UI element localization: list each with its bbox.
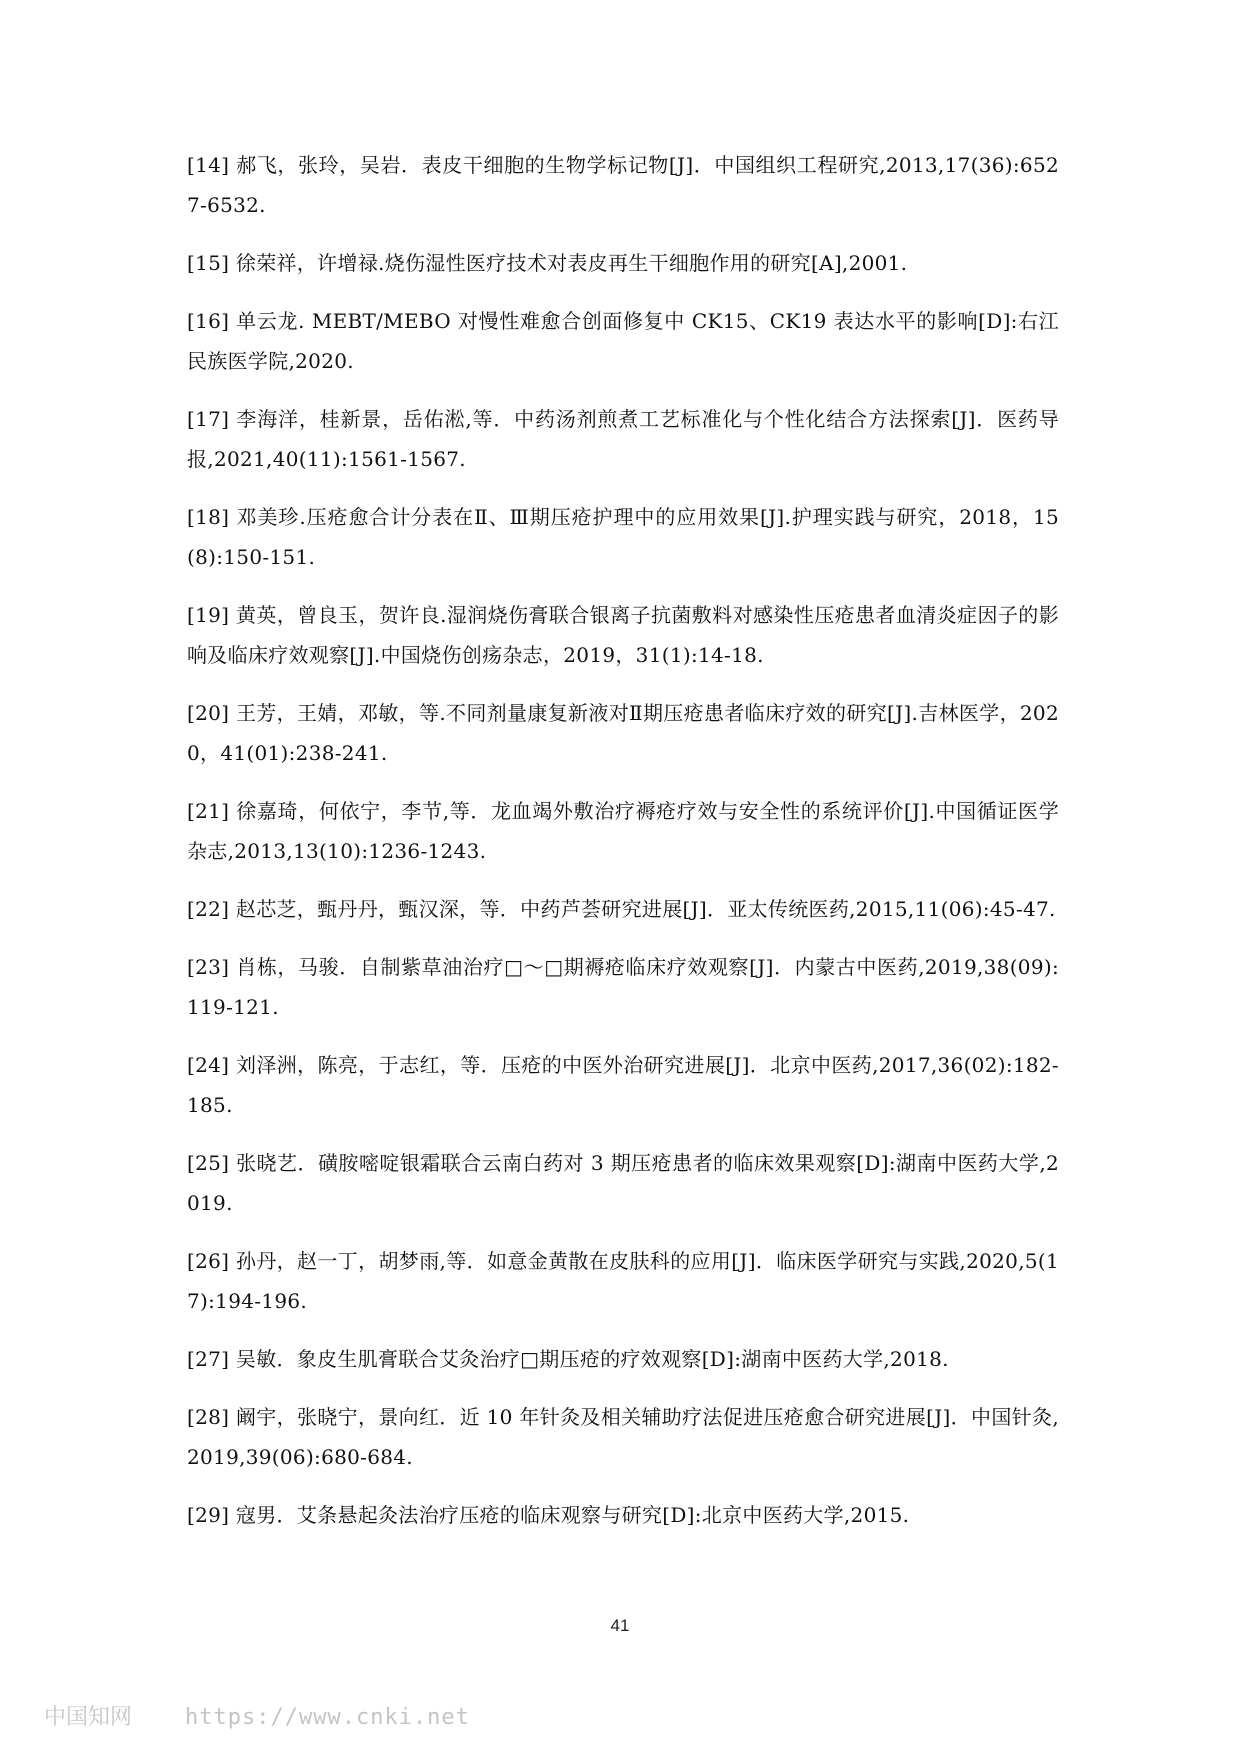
watermark-url: https://www.cnki.net	[185, 1705, 470, 1730]
reference-29: [29] 寇男．艾条悬起灸法治疗压疮的临床观察与研究[D]:北京中医药大学,2015.	[187, 1503, 910, 1527]
reference-15: [15] 徐荣祥，许增禄.烧伤湿性医疗技术对表皮再生干细胞作用的研究[A],2001.	[187, 251, 908, 275]
reference-24: [24] 刘泽洲，陈亮，于志红，等．压疮的中医外治研究进展[J]．北京中医药,2017,36(02):182-185.	[187, 1053, 1059, 1117]
reference-27: [27] 吴敏．象皮生肌膏联合艾灸治疗□期压疮的疗效观察[D]:湖南中医药大学,2018.	[187, 1347, 949, 1371]
reference-23: [23] 肖栋，马骏．自制紫草油治疗□～□期褥疮临床疗效观察[J]．内蒙古中医药,2019,38(09):119-121.	[187, 955, 1059, 1019]
reference-17: [17] 李海洋，桂新景，岳佑淞,等．中药汤剂煎煮工艺标准化与个性化结合方法探索[J]．医药导报,2021,40(11):1561-1567.	[187, 407, 1059, 471]
reference-18: [18] 邓美珍.压疮愈合计分表在Ⅱ、Ⅲ期压疮护理中的应用效果[J].护理实践与研究，2018，15(8):150-151.	[187, 505, 1059, 569]
reference-19: [19] 黄英，曾良玉，贺许良.湿润烧伤膏联合银离子抗菌敷料对感染性压疮患者血清炎症因子的影响及临床疗效观察[J].中国烧伤创疡杂志，2019，31(1):14-18.	[187, 603, 1059, 667]
reference-16: [16] 单云龙. MEBT/MEBO 对慢性难愈合创面修复中 CK15、CK19 表达水平的影响[D]:右江民族医学院,2020.	[187, 309, 1059, 373]
reference-list	[187, 145, 1059, 1553]
reference-28: [28] 阚宇，张晓宁，景向红．近 10 年针灸及相关辅助疗法促进压疮愈合研究进展[J]．中国针灸,2019,39(06):680-684.	[187, 1405, 1059, 1469]
reference-22: [22] 赵芯芝，甄丹丹，甄汉深，等．中药芦荟研究进展[J]．亚太传统医药,2015,11(06):45-47.	[187, 897, 1056, 921]
cnki-watermark	[44, 1700, 470, 1731]
watermark-brand: 中国知网	[44, 1705, 133, 1730]
reference-14: [14] 郝飞，张玲，吴岩．表皮干细胞的生物学标记物[J]．中国组织工程研究,2013,17(36):6527-6532.	[187, 153, 1059, 217]
reference-21: [21] 徐嘉琦，何依宁，李节,等．龙血竭外敷治疗褥疮疗效与安全性的系统评价[J].中国循证医学杂志,2013,13(10):1236-1243.	[187, 799, 1059, 863]
reference-25: [25] 张晓艺．磺胺嘧啶银霜联合云南白药对 3 期压疮患者的临床效果观察[D]:湖南中医药大学,2019.	[187, 1151, 1059, 1215]
reference-26: [26] 孙丹，赵一丁，胡梦雨,等．如意金黄散在皮肤科的应用[J]．临床医学研究与实践,2020,5(17):194-196.	[187, 1249, 1059, 1313]
reference-20: [20] 王芳，王婧，邓敏，等.不同剂量康复新液对Ⅱ期压疮患者临床疗效的研究[J].吉林医学，2020，41(01):238-241.	[187, 701, 1059, 765]
page-number: 41	[610, 1616, 630, 1635]
